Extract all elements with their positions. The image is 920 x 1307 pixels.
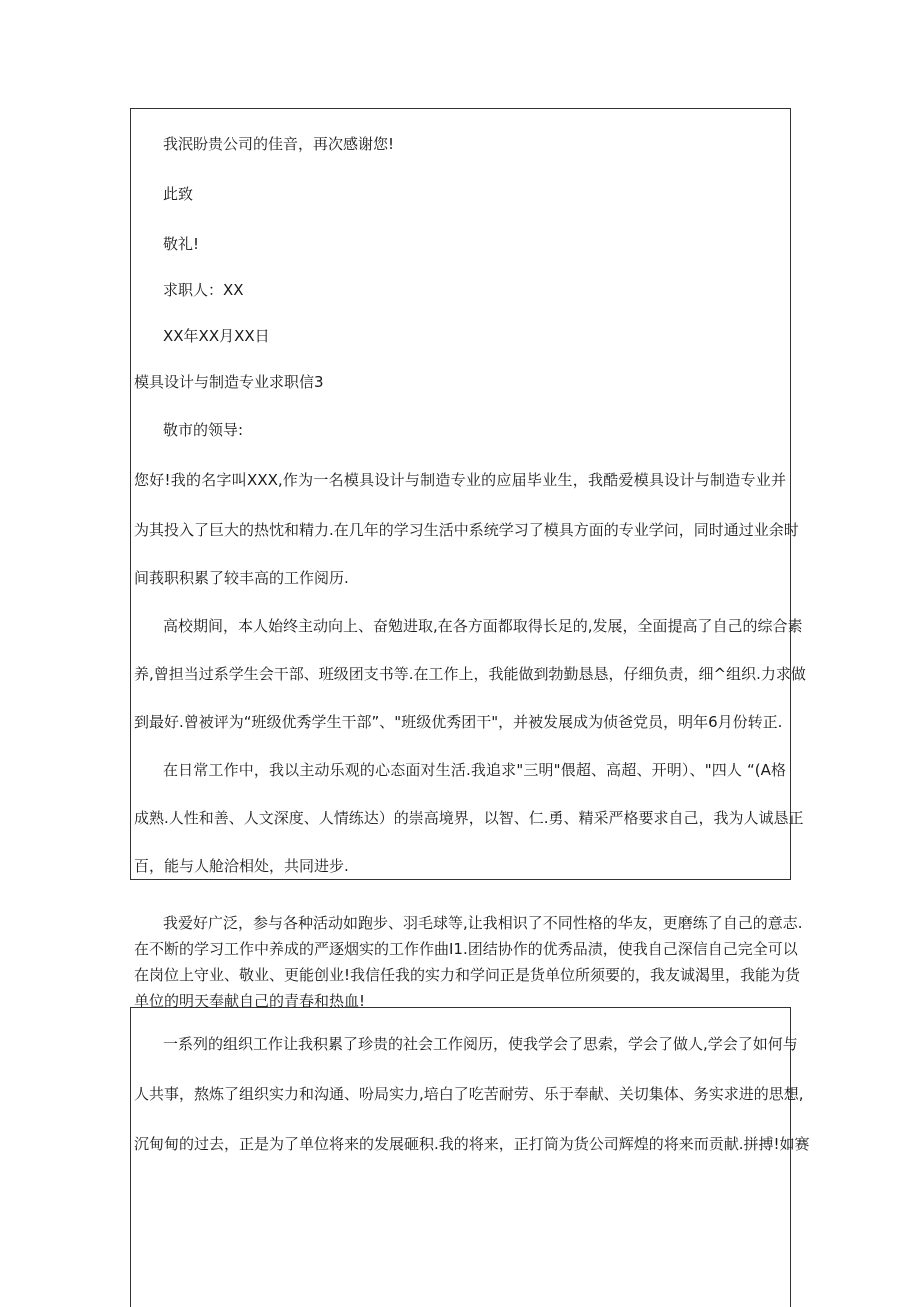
closing-greeting: 此致 [163, 185, 194, 203]
closing-line: 我泯盼贵公司的佳音，再次感谢您! [163, 135, 395, 153]
letter-date: XX年XX月XX日 [163, 327, 270, 345]
paragraph-3-line-1: 在日常工作中，我以主动乐观的心态面对生活.我追求"三明"偎超、高超、开明）、"四人 “(A格 [163, 761, 786, 779]
letter-salutation: 敬市的领导: [163, 421, 244, 439]
paragraph-2-line-2: 养,曾担当过系学生会干部、班级团支书等.在工作上，我能做到勃勤恳恳，仔细负责，细^组织.力求做 [134, 665, 806, 683]
paragraph-2-line-1: 高校期间，本人始终主动向上、奋勉进取,在各方面都取得长足的,发展，全面提高了自己的综合素 [163, 617, 803, 635]
paragraph-1-line-2: 为其投入了巨大的热忱和精力.在几年的学习生活中系统学习了模具方面的专业学问，同时通过业余时 [134, 521, 799, 539]
bottom-line-3: 沉甸甸的过去，正是为了单位将来的发展砸积.我的将来，正打筒为货公司辉煌的将来而贡献.拼搏!如赛 [134, 1135, 810, 1153]
paragraph-1-line-3: 间莪职积累了较丰高的工作阅历. [134, 569, 349, 587]
middle-line-4: 单位的明天奉献自己的青春和热血! [134, 992, 366, 1010]
section-title: 模具设计与制造专业求职信3 [134, 373, 324, 391]
paragraph-1-line-1: 您好!我的名字叫XXX,作为一名模具设计与制造专业的应届毕业生，我酷爱模具设计与制造专业并 [134, 471, 786, 489]
closing-salute: 敬礼! [163, 235, 200, 253]
paragraph-3-line-2: 成熟.人性和善、人文深度、人情练达）的崇高境界，以智、仁.勇、精采严格要求自己，我为人诚恳正 [134, 809, 804, 827]
bottom-line-1: 一系列的组织工作让我积累了珍贵的社会工作阅历，使我学会了思索，学会了做人,学会了如何与 [163, 1035, 798, 1053]
middle-line-2: 在不断的学习工作中养成的严逐烟实的工作作曲I1.团结协作的优秀品渍，使我自己深信自己完全可以 [134, 940, 798, 958]
paragraph-2-line-3: 到最好.曾被评为“班级优秀学生干部”、"班级优秀团干"，并被发展成为侦爸党员，明年6月份转正. [134, 713, 783, 731]
applicant-name: 求职人：XX [163, 281, 244, 299]
paragraph-3-line-3: 百，能与人舱洽相处，共同进步. [134, 857, 349, 875]
bottom-line-2: 人共事，熬炼了组织实力和沟通、吩局实力,培白了吃苦耐劳、乐于奉献、关切集体、务实求进的思想, [134, 1085, 804, 1103]
middle-line-1: 我爱好广泛，参与各种活动如跑步、羽毛球等,让我相识了不同性格的华友，更磨练了自己的意志. [163, 914, 803, 932]
middle-line-3: 在岗位上守业、敬业、更能创业!我信任我的实力和学问正是货单位所须要的，我友诚渴里，我能为货 [134, 966, 801, 984]
